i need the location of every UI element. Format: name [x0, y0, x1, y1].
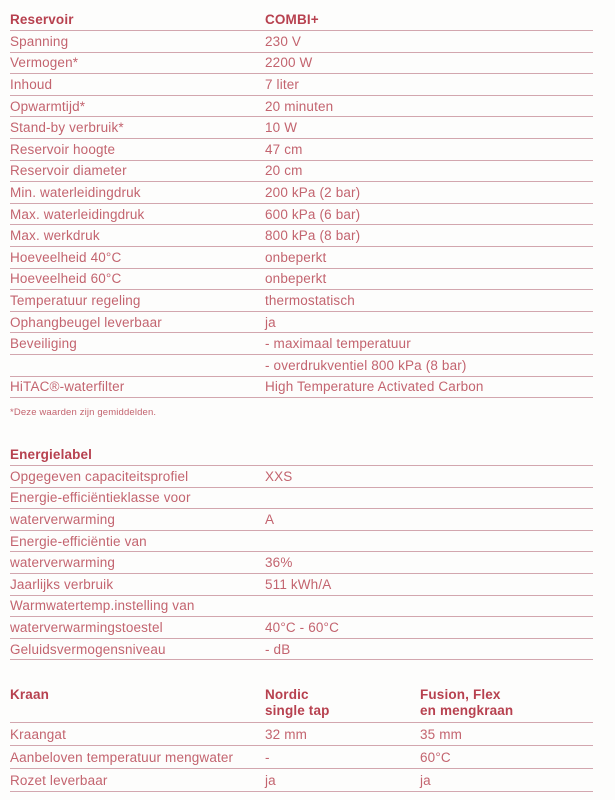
table-row — [10, 552, 593, 574]
table-row — [10, 509, 593, 531]
energy-label-table — [10, 444, 593, 660]
row-label: waterverwarmingstoestel — [10, 620, 163, 636]
table-row — [10, 333, 593, 355]
table-row — [10, 31, 593, 53]
row-label: Temperatuur regeling — [10, 292, 141, 308]
row-value: onbeperkt — [265, 271, 327, 287]
table-row — [10, 312, 593, 334]
row-value: 2200 W — [265, 55, 313, 71]
table-row — [10, 96, 593, 118]
row-label: Hoeveelheid 60°C — [10, 271, 122, 287]
tap-table — [10, 686, 593, 792]
table-row — [10, 53, 593, 75]
row-value: 10 W — [265, 120, 298, 136]
spec-header-label: Reservoir — [10, 12, 74, 27]
row-label: Energie-efficiëntieklasse voor — [10, 490, 191, 506]
row-label: Max. waterleidingdruk — [10, 206, 145, 222]
row-label: Max. werkdruk — [10, 228, 100, 244]
row-label: Vermogen* — [10, 55, 79, 71]
row-label: Opwarmtijd* — [10, 98, 86, 114]
table-row — [10, 247, 593, 269]
row-value: 511 kWh/A — [265, 576, 332, 592]
row-value: 230 V — [265, 33, 302, 49]
row-value-fusion: ja — [420, 772, 431, 788]
row-value: XXS — [265, 468, 293, 484]
row-value: 600 kPa (6 bar) — [265, 206, 361, 222]
row-label: Jaarlijks verbruik — [10, 576, 114, 592]
row-label: Min. waterleidingdruk — [10, 184, 141, 200]
section-title: Energielabel — [10, 447, 93, 463]
row-label: Ophangbeugel leverbaar — [10, 314, 162, 330]
row-label: Stand-by verbruik* — [10, 120, 124, 136]
row-value: 800 kPa (8 bar) — [265, 228, 361, 244]
row-value: - overdrukventiel 800 kPa (8 bar) — [265, 357, 467, 373]
tap-section-title: Kraan — [10, 687, 50, 703]
row-label: waterverwarming — [10, 555, 116, 571]
table-row — [10, 596, 593, 618]
row-label: Warmwatertemp.instelling van — [10, 598, 195, 614]
row-value-nordic: 32 mm — [265, 726, 308, 742]
row-label: Geluidsvermogensniveau — [10, 641, 166, 657]
table-row — [10, 488, 593, 510]
table-row — [10, 746, 593, 769]
row-value: onbeperkt — [265, 249, 327, 265]
table-row — [10, 225, 593, 247]
tap-table-header-row — [10, 686, 593, 723]
tap-column-header-nordic: Nordic single tap — [265, 687, 330, 719]
table-row — [10, 723, 593, 746]
table-row — [10, 639, 593, 661]
table-row — [10, 204, 593, 226]
row-value: 200 kPa (2 bar) — [265, 184, 361, 200]
row-label: Opgegeven capaciteitsprofiel — [10, 468, 189, 484]
row-label: Inhoud — [10, 76, 53, 92]
reservoir-spec-table — [10, 9, 593, 398]
table-row — [10, 377, 593, 399]
table-row — [10, 161, 593, 183]
row-value: 36% — [265, 555, 293, 571]
row-value: - maximaal temperatuur — [265, 336, 411, 352]
row-label: waterverwarming — [10, 512, 116, 528]
row-value-nordic: - — [265, 749, 270, 765]
row-value: - dB — [265, 641, 291, 657]
table-row — [10, 466, 593, 488]
row-value-nordic: ja — [265, 772, 276, 788]
table-row — [10, 574, 593, 596]
energy-section-title-row — [10, 444, 593, 466]
row-value: A — [265, 512, 275, 528]
table-row — [10, 182, 593, 204]
table-row — [10, 269, 593, 291]
row-value: 7 liter — [265, 76, 300, 92]
table-row — [10, 117, 593, 139]
row-value: 47 cm — [265, 141, 303, 157]
row-value: High Temperature Activated Carbon — [265, 379, 484, 395]
table-row — [10, 531, 593, 553]
spec-table-header-row — [10, 9, 593, 31]
averages-footnote: *Deze waarden zijn gemiddelden. — [10, 407, 157, 419]
row-value: 20 minuten — [265, 98, 334, 114]
row-label: Reservoir diameter — [10, 163, 127, 179]
tap-column-header-fusion: Fusion, Flex en mengkraan — [420, 687, 514, 719]
table-row — [10, 290, 593, 312]
row-label: Hoeveelheid 40°C — [10, 249, 122, 265]
row-value: thermostatisch — [265, 292, 355, 308]
row-label: Aanbeloven temperatuur mengwater — [10, 749, 234, 765]
row-value: 40°C - 60°C — [265, 620, 339, 636]
row-label: Kraangat — [10, 726, 66, 742]
row-label: Rozet leverbaar — [10, 772, 108, 788]
row-value: ja — [265, 314, 276, 330]
row-value-fusion: 35 mm — [420, 726, 463, 742]
table-row — [10, 74, 593, 96]
spec-header-value: COMBI+ — [265, 12, 319, 27]
row-value-fusion: 60°C — [420, 749, 451, 765]
row-label: Energie-efficiëntie van — [10, 533, 147, 549]
row-label: Spanning — [10, 33, 69, 49]
table-row — [10, 617, 593, 639]
table-row — [10, 355, 593, 377]
row-label: Beveiliging — [10, 336, 77, 352]
row-label: Reservoir hoogte — [10, 141, 116, 157]
table-row — [10, 769, 593, 792]
row-value: 20 cm — [265, 163, 303, 179]
table-row — [10, 139, 593, 161]
row-label: HiTAC®-waterfilter — [10, 379, 125, 395]
